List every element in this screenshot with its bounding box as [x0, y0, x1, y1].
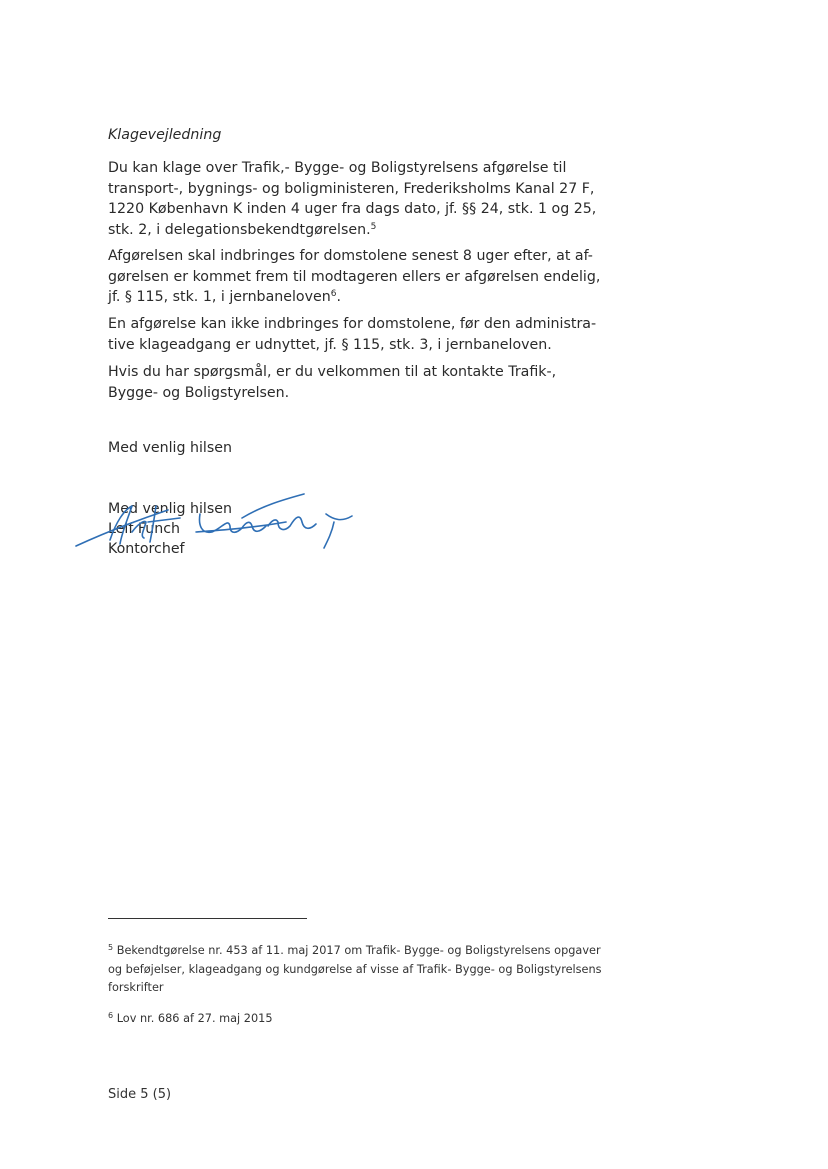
footnote-number: 5: [108, 943, 114, 952]
paragraph-complaint: [108, 158, 608, 240]
paragraph-line: Hvis du har spørgsmål, er du velkommen til at kontakte Trafik-,: [108, 364, 557, 380]
paragraph-line-end: .: [336, 289, 341, 305]
paragraph-line: transport-, bygnings- og boligministeren, Frederiksholms Kanal 27 F,: [108, 180, 595, 197]
footnote-6: [108, 1010, 628, 1029]
paragraph-line: Bygge- og Boligstyrelsen.: [108, 384, 290, 401]
paragraph-line: [108, 287, 608, 308]
paragraph-line: [108, 220, 608, 241]
paragraph-line-text: stk. 2, i delegationsbekendtgørelsen.: [108, 221, 371, 238]
paragraph-line: Du kan klage over Trafik,- Bygge- og Boligstyrelsens afgørelse til: [108, 160, 567, 176]
paragraph-court: [108, 246, 608, 308]
footnote-line: [108, 1010, 628, 1029]
paragraph-line-text: jf. § 115, stk. 1, i jernbaneloven: [108, 289, 331, 305]
closing-greeting: Med venlig hilsen: [108, 440, 232, 456]
footnote-line-text: Lov nr. 686 af 27. maj 2015: [116, 1012, 273, 1025]
page-number: Side 5 (5): [108, 1087, 172, 1102]
footnote-line-text: Bekendtgørelse nr. 453 af 11. maj 2017 om Trafik- Bygge- og Boligstyrelsens opgaver: [116, 944, 601, 957]
section-heading: Klagevejledning: [108, 127, 222, 143]
signatory-name: Leif Funch: [108, 521, 180, 537]
paragraph-contact: [108, 362, 608, 403]
footnote-line: [108, 942, 628, 961]
footnote-line: forskrifter: [108, 981, 164, 994]
footnote-5: [108, 942, 628, 998]
footnote-separator: [108, 918, 307, 919]
signatory-title: Kontorchef: [108, 541, 185, 557]
paragraph-line: gørelsen er kommet frem til modtageren ellers er afgørelsen endelig,: [108, 268, 601, 285]
paragraph-line: tive klageadgang er udnyttet, jf. § 115, stk. 3, i jernbaneloven.: [108, 336, 552, 353]
handwritten-signature: [72, 492, 362, 562]
footnote-ref-5[interactable]: 5: [370, 221, 377, 232]
paragraph-line: En afgørelse kan ikke indbringes for domstolene, før den administra-: [108, 316, 597, 332]
footnote-number: 6: [108, 1011, 114, 1020]
paragraph-line: 1220 København K inden 4 uger fra dags dato, jf. §§ 24, stk. 1 og 25,: [108, 201, 597, 217]
footnote-ref-6[interactable]: 6: [330, 289, 337, 299]
paragraph-administrative: [108, 314, 608, 355]
footnote-line: og beføjelser, klageadgang og kundgørelse af visse af Trafik- Bygge- og Boligstyrelsens: [108, 962, 602, 976]
signature-greeting: Med venlig hilsen: [108, 501, 232, 517]
paragraph-line: Afgørelsen skal indbringes for domstolene senest 8 uger efter, at af-: [108, 248, 593, 264]
